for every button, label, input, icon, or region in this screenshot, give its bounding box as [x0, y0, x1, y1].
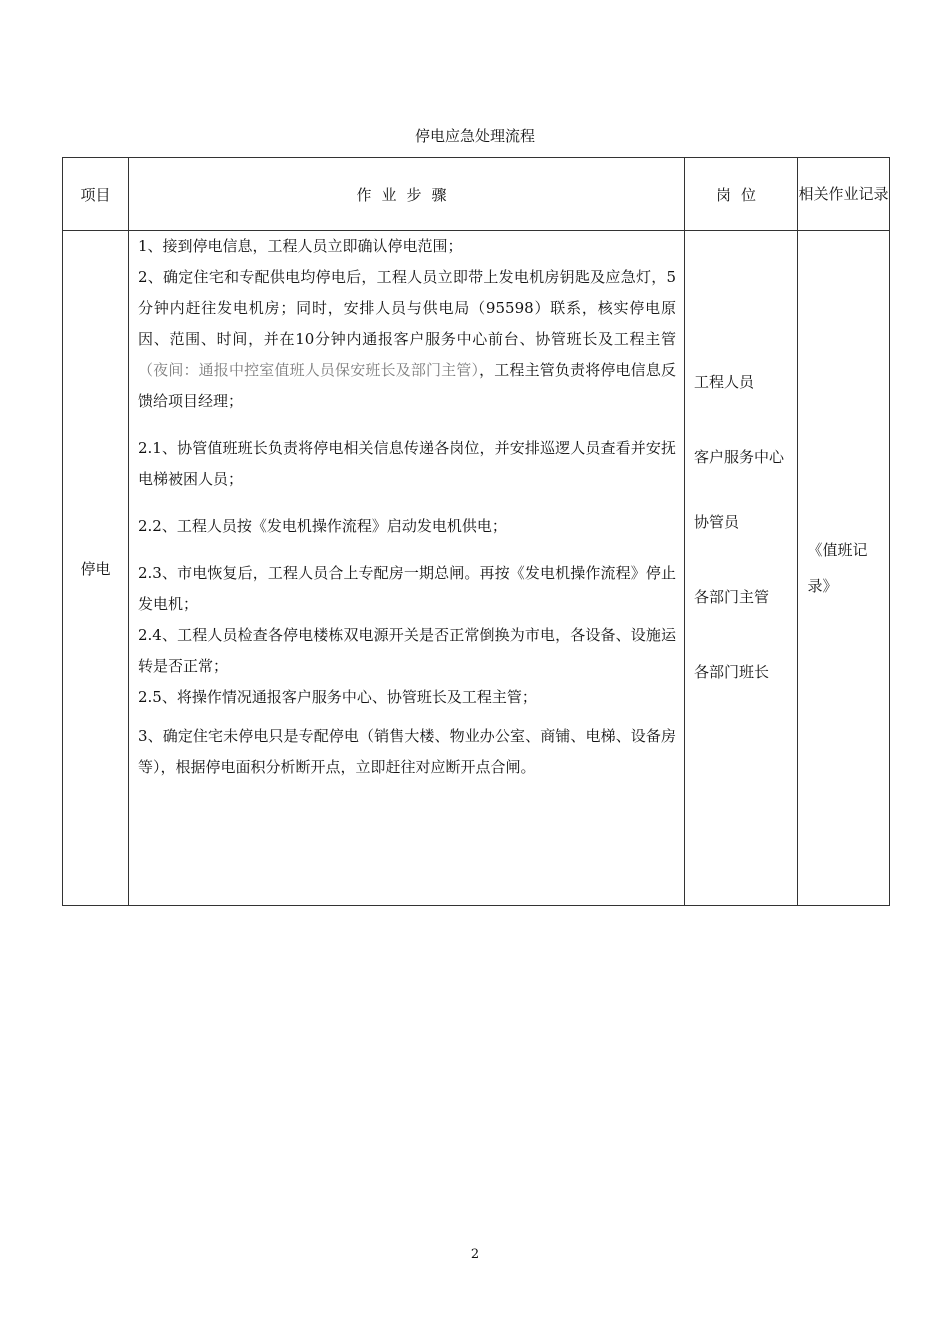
step-2-3: 2.3、市电恢复后，工程人员合上专配房一期总闸。再按《发电机操作流程》停止发电机； [138, 564, 676, 613]
step-2-tail: ，工程主管负责将停电信息反馈给项目经理； [138, 361, 676, 410]
post-engineering: 工程人员 [694, 373, 755, 391]
procedure-table [62, 157, 890, 906]
step-1: 1、接到停电信息，工程人员立即确认停电范围； [138, 237, 463, 255]
page-title: 停电应急处理流程 [414, 127, 535, 145]
step-3: 3、确定住宅未停电只是专配停电（销售大楼、物业办公室、商铺、电梯、设备房等），根据停电面积分析断开点，立即赶往对应断开点合闸。 [138, 727, 676, 776]
post-dept-team-leader: 各部门班长 [694, 663, 770, 681]
post-dept-supervisor: 各部门主管 [694, 588, 770, 606]
header-record: 相关作业记录 [798, 158, 890, 231]
table-header-row [63, 158, 890, 231]
page-number: 2 [470, 1247, 480, 1262]
header-steps: 作业步骤 [129, 158, 685, 231]
step-2-2: 2.2、工程人员按《发电机操作流程》启动发电机供电； [138, 517, 507, 535]
record-name: 《值班记录》 [807, 541, 868, 595]
step-2-night-note: （夜间：通报中控室值班人员保安班长及部门主管） [138, 361, 480, 379]
step-2 [138, 262, 676, 417]
step-2-1: 2.1、协管值班班长负责将停电相关信息传递各岗位，并安排巡逻人员查看并安抚电梯被困人员； [138, 439, 676, 488]
post-customer-service: 客户服务中心 [694, 448, 785, 466]
item-cell: 停电 [63, 231, 129, 906]
post-cell [685, 231, 798, 906]
record-cell [798, 231, 890, 906]
header-post: 岗位 [685, 158, 798, 231]
step-2-main: 2、确定住宅和专配供电均停电后，工程人员立即带上发电机房钥匙及应急灯，5分钟内赶往发电机房；同时，安排人员与供电局（95598）联系，核实停电原因、范围、时间，并在10分钟内通报客户服务中心前台、协管班长及工程主管 [138, 268, 676, 348]
step-2-4: 2.4、工程人员检查各停电楼栋双电源开关是否正常倒换为市电，各设备、设施运转是否正常； [138, 626, 676, 675]
header-item: 项目 [63, 158, 129, 231]
steps-cell [129, 231, 685, 906]
post-assistant: 协管员 [694, 513, 740, 531]
step-2-5: 2.5、将操作情况通报客户服务中心、协管班长及工程主管； [138, 688, 537, 706]
table-row [63, 231, 890, 906]
